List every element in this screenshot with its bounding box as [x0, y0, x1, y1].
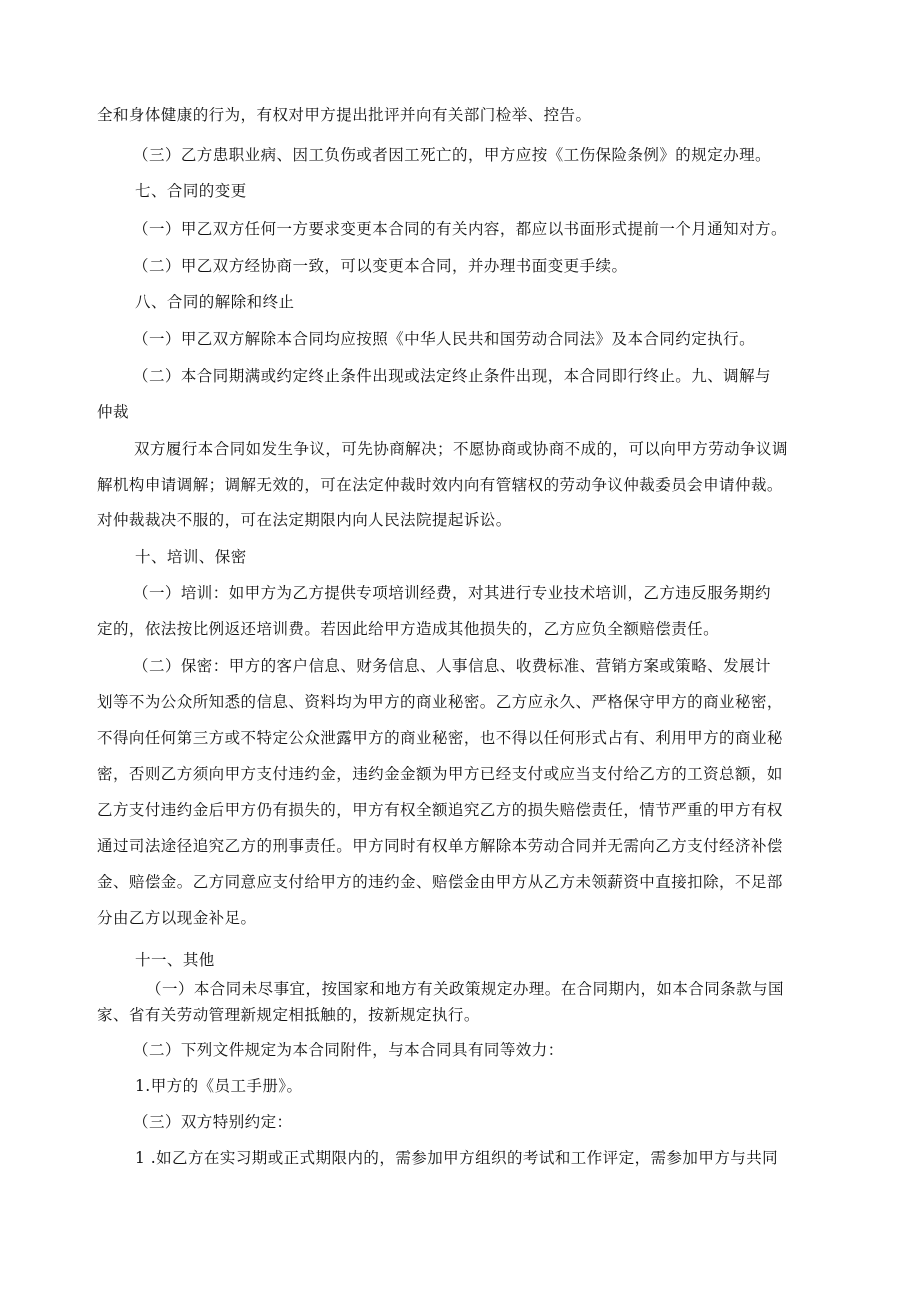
text-line [97, 800, 920, 820]
text-line [133, 219, 920, 239]
text-line [135, 1076, 920, 1096]
line-text: 对仲裁裁决不服的，可在法定期限内向人民法院提起诉讼。 [97, 511, 512, 529]
section-heading [97, 402, 920, 422]
text-line [133, 145, 920, 165]
text-line [97, 1005, 920, 1025]
text-line [97, 908, 920, 928]
line-text: （三）双方特别约定： [133, 1113, 293, 1131]
section-heading [135, 547, 920, 567]
line-text: 解机构申请调解；调解无效的，可在法定仲裁时效内向有管辖权的劳动争议仲裁委员会申请仲裁。 [97, 476, 783, 494]
line-text: （一）培训：如甲方为乙方提供专项培训经费，对其进行专业技术培训，乙方违反服务期约 [133, 584, 772, 602]
text-line [133, 583, 920, 603]
line-text: 分由乙方以现金补足。 [97, 909, 257, 927]
line-text: （二）下列文件规定为本合同附件，与本合同具有同等效力： [133, 1041, 564, 1059]
section-heading [135, 950, 920, 970]
line-text: 密，否则乙方须向甲方支付违约金，违约金金额为甲方已经支付或应当支付给乙方的工资总额，如 [97, 765, 783, 783]
text-line [97, 510, 920, 530]
line-text: 十、培训、保密 [135, 548, 247, 566]
text-line [133, 1112, 920, 1132]
line-text: 十一、其他 [135, 951, 215, 969]
text-line [133, 329, 920, 349]
text-line [97, 872, 920, 892]
line-text: 双方履行本合同如发生争议，可先协商解决；不愿协商或协商不成的，可以向甲方劳动争议调 [134, 440, 788, 458]
text-line [97, 728, 920, 748]
line-text: 定的，依法按比例返还培训费。若因此给甲方造成其他损失的，乙方应负全额赔偿责任。 [97, 620, 720, 638]
line-text: 家、省有关劳动管理新规定相抵触的，按新规定执行。 [97, 1006, 480, 1024]
section-heading [135, 292, 920, 312]
line-text: 仲裁 [97, 403, 129, 421]
text-line [97, 619, 920, 639]
line-text: （一）甲乙双方解除本合同均应按照《中华人民共和国劳动合同法》及本合同约定执行。 [133, 330, 756, 348]
line-text: 1.甲方的《员工手册》。 [135, 1077, 303, 1095]
line-text: （二）保密：甲方的客户信息、财务信息、人事信息、收费标准、营销方案或策略、发展计 [133, 657, 772, 675]
text-line [146, 979, 920, 999]
text-line [97, 764, 920, 784]
text-line [134, 439, 920, 459]
line-text: 1 .如乙方在实习期或正式期限内的，需参加甲方组织的考试和工作评定，需参加甲方与共同 [135, 1149, 779, 1167]
line-text: （二）本合同期满或约定终止条件出现或法定终止条件出现，本合同即行终止。九、调解与 [133, 367, 772, 385]
section-heading [135, 181, 920, 201]
line-text: 八、合同的解除和终止 [135, 293, 295, 311]
text-line [97, 105, 920, 125]
text-line [133, 256, 920, 276]
line-text: （一）本合同未尽事宜，按国家和地方有关政策规定办理。在合同期内，如本合同条款与国 [146, 980, 785, 998]
line-text: 七、合同的变更 [135, 182, 247, 200]
line-text: 乙方支付违约金后甲方仍有损失的，甲方有权全额追究乙方的损失赔偿责任，情节严重的甲方有权 [97, 801, 783, 819]
text-line [133, 1040, 920, 1060]
text-line [133, 656, 920, 676]
line-text: 通过司法途径追究乙方的刑事责任。甲方同时有权单方解除本劳动合同并无需向乙方支付经济补偿 [97, 837, 783, 855]
line-text: （三）乙方患职业病、因工负伤或者因工死亡的，甲方应按《工伤保险条例》的规定办理。 [133, 146, 772, 164]
line-text: 划等不为公众所知悉的信息、资料均为甲方的商业秘密。乙方应永久、严格保守甲方的商业秘密， [97, 693, 783, 711]
line-text: （一）甲乙双方任何一方要求变更本合同的有关内容，都应以书面形式提前一个月通知对方。 [133, 220, 787, 238]
line-text: 金、赔偿金。乙方同意应支付给甲方的违约金、赔偿金由甲方从乙方未领薪资中直接扣除，不足部 [97, 873, 783, 891]
text-line [133, 366, 920, 386]
text-line [97, 475, 920, 495]
text-line [97, 836, 920, 856]
line-text: 不得向任何第三方或不特定公众泄露甲方的商业秘密，也不得以任何形式占有、利用甲方的商业秘 [97, 729, 783, 747]
text-line [135, 1148, 920, 1168]
line-text: （二）甲乙双方经协商一致，可以变更本合同，并办理书面变更手续。 [133, 257, 628, 275]
line-text: 全和身体健康的行为，有权对甲方提出批评并向有关部门检举、控告。 [97, 106, 592, 124]
text-line [97, 692, 920, 712]
